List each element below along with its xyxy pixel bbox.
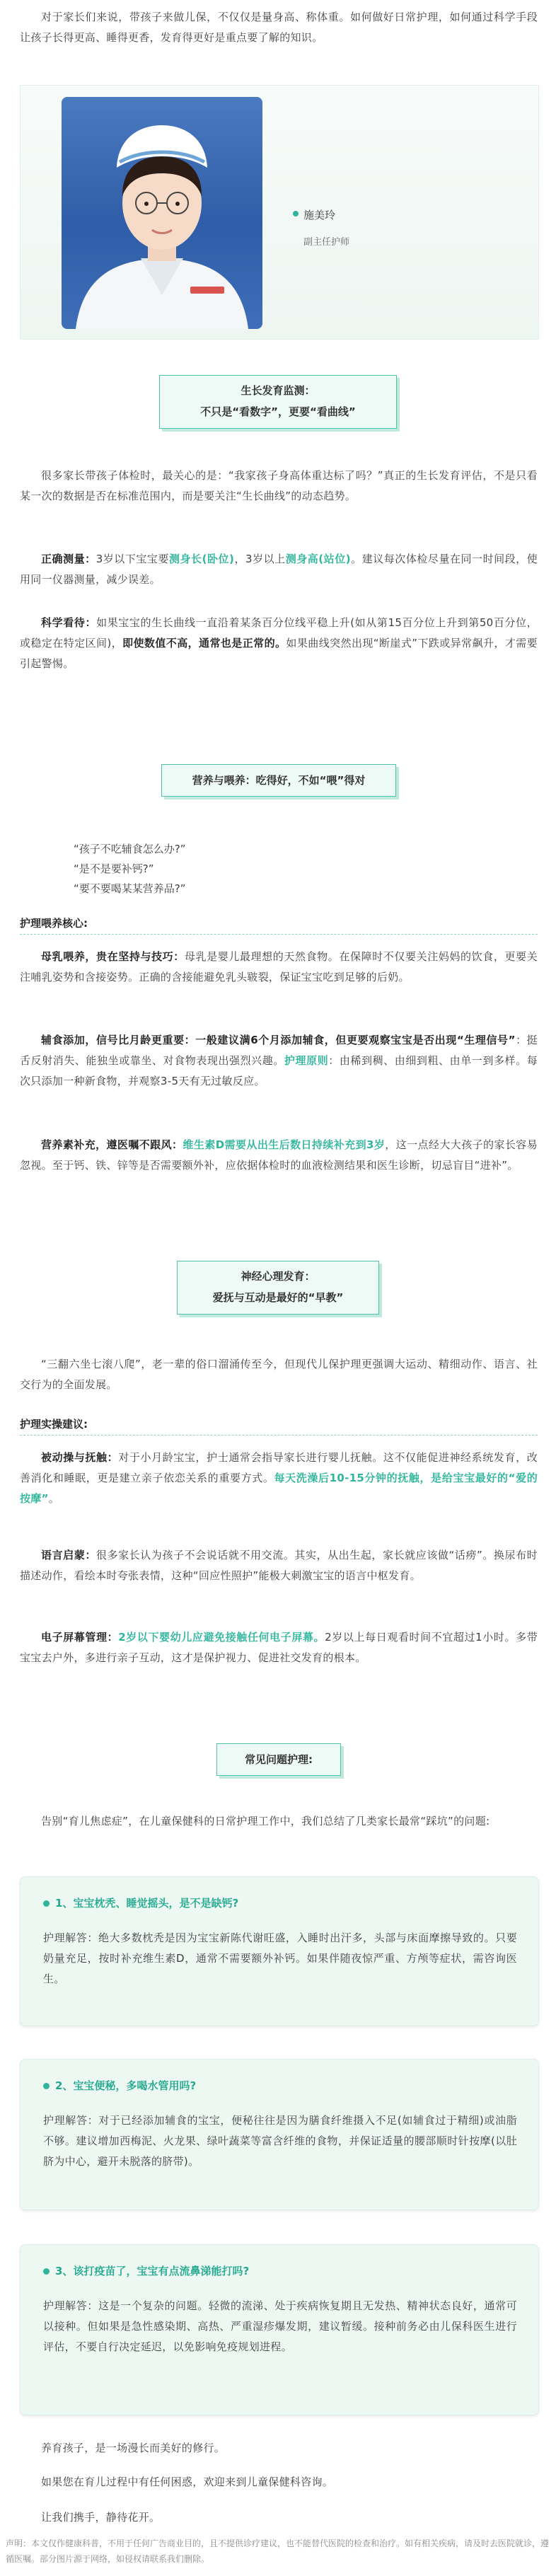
milestones-paragraph: “三翻六坐七滚八爬”，老一辈的俗口溜涌传至今，但现代儿保护理更强调大运动、精细动作、语言、社交行为的全面发展。 — [20, 1358, 538, 1391]
text-span: ：由稀到稠、由细到粗、由单一到多样。每次只添加一种新食物，并观察3-5天有无过敏反应。 — [20, 1054, 538, 1087]
parent-question: “要不要喝某某营养品?” — [74, 882, 186, 895]
author-title: 副主任护师 — [303, 237, 350, 248]
text-span: 很多家长认为孩子不会说话就不用交流。其实，从出生起，家长就应该做“话痨”。换尿布时描述动作，看绘本时夸张表情，这种“回应性照护”能极大刺激宝宝的语言中枢发育。 — [20, 1549, 538, 1582]
section-heading-faq: 常见问题护理: — [216, 1743, 341, 1776]
text-span: 如果曲线突然出现“断崖式”下跌或异常飙升，才需要引起警惕。 — [20, 637, 538, 670]
section-heading-growth — [159, 375, 397, 429]
faq-question-text: 3、该打疫苗了，宝宝有点流鼻涕能打吗? — [55, 2265, 250, 2277]
parent-question: “孩子不吃辅食怎么办?” — [74, 843, 186, 855]
growth-paragraph: 很多家长带孩子体检时，最关心的是：“我家孩子身高体重达标了吗？”真正的生长发育评估，不是只看某一次的数据是否在标准范围内，而是要关注“生长曲线”的动态趋势。 — [20, 469, 538, 502]
text-span: 3岁以下宝宝要 — [95, 553, 169, 565]
massage-paragraph — [20, 1448, 538, 1509]
nurse-photo — [62, 97, 262, 329]
closing-line: 让我们携手，静待花开。 — [41, 2511, 161, 2524]
section-heading-nutrition: 营养与喂养：吃得好，不如“喂”得对 — [161, 764, 396, 797]
breastfeeding-label: 母乳喂养，贵在坚持与技巧： — [41, 950, 185, 963]
leaf-dot-icon — [292, 210, 299, 217]
faq-card — [20, 2244, 539, 2415]
closing-line: 如果您在育儿过程中有任何困惑，欢迎来到儿童保健科咨询。 — [41, 2476, 334, 2488]
section-heading-neuro — [177, 1261, 379, 1315]
text-span: 母乳是婴儿最理想的天然食物。在保障时不仅要关注妈妈的饮食，更要关注哺乳姿势和含接姿势。正确的含接能避免乳头皲裂，保证宝宝吃到足够的后奶。 — [20, 950, 538, 983]
screen-paragraph — [20, 1627, 538, 1668]
faq-intro-paragraph: 告别“育儿焦虑症”，在儿童保健科的日常护理工作中，我们总结了几类家长最常“踩坑”的问题: — [41, 1815, 490, 1827]
text-span: 对于小月龄宝宝，护士通常会指导家长进行婴儿抚触。这不仅能促进神经系统发育，改善消化和睡眠，更是建立亲子依恋关系的重要方式。 — [20, 1451, 538, 1484]
complementary-food-label: 辅食添加，信号比月龄更重要：一般建议满6个月添加辅食，但更要观察宝宝是否出现“生理信号” — [41, 1034, 516, 1046]
section-heading-line1: 生长发育监测： — [241, 384, 315, 397]
green-dot-icon — [43, 2268, 50, 2275]
text-span: 如果宝宝的生长曲线一直沿着某条百分位线平稳上升(如从第15百分位上升到第50百分位，或稳定在特定区间)， — [20, 616, 538, 649]
highlight-supine: 测身长(卧位) — [168, 553, 235, 565]
section-heading-line1: 神经心理发育： — [241, 1270, 315, 1283]
nurse-portrait-illustration — [62, 97, 262, 329]
measure-label: 正确测量： — [41, 553, 96, 565]
curve-paragraph — [20, 613, 538, 674]
breastfeeding-paragraph — [20, 947, 538, 988]
faq-question-text: 1、宝宝枕秃、睡觉摇头，是不是缺钙? — [55, 1897, 239, 1910]
parent-question: “是不是要补钙?” — [74, 862, 154, 875]
supplement-label: 营养素补充，遵医嘱不跟风： — [41, 1138, 183, 1151]
text-span: ，3岁以上 — [234, 553, 286, 565]
faq-answer: 护理解答：绝大多数枕秃是因为宝宝新陈代谢旺盛，入睡时出汗多，头部与床面摩擦导致的。只要奶量充足，按时补充维生素D，通常不需要额外补钙。如果伴随夜惊严重、方颅等症状，需咨询医生。 — [43, 1931, 517, 1985]
measure-paragraph — [20, 549, 538, 590]
section-heading-line2: 爱抚与互动是最好的“早教” — [212, 1291, 344, 1304]
highlight-standing: 测身高(站位) — [285, 553, 351, 565]
faq-question-text: 2、宝宝便秘，多喝水管用吗? — [55, 2079, 197, 2092]
intro-paragraph: 对于家长们来说，带孩子来做儿保，不仅仅是量身高、称体重。如何做好日常护理，如何通过科学手段让孩子长得更高、睡得更香，发育得更好是重点要了解的知识。 — [20, 11, 538, 44]
screen-label: 电子屏幕管理： — [41, 1631, 119, 1644]
closing-line: 养育孩子，是一场漫长而美好的修行。 — [41, 2442, 226, 2454]
highlight-screen: 2岁以下婴幼儿应避免接触任何电子屏幕。 — [118, 1631, 325, 1644]
language-label: 语言启蒙： — [41, 1549, 96, 1561]
faq-answer: 护理解答：对于已经添加辅食的宝宝，便秘往往是因为膳食纤维摄入不足(如辅食过于精细)或油脂不够。建议增加西梅泥、火龙果、绿叶蔬菜等富含纤维的食物，并保证适量的腰部顺时针按摩(以肚脐为中心，避开未脱落的脐带)。 — [43, 2114, 517, 2168]
green-dot-icon — [43, 1900, 50, 1907]
dashed-divider — [20, 1435, 538, 1436]
text-span: ：挺舌反射消失、能独坐或靠坐、对食物表现出强烈兴趣。 — [20, 1034, 538, 1067]
subheading-feeding: 护理喂养核心: — [20, 917, 88, 930]
subheading-practice: 护理实操建议: — [20, 1418, 88, 1431]
supplement-paragraph — [20, 1135, 538, 1176]
dashed-divider — [20, 934, 538, 935]
faq-card — [20, 1876, 539, 2026]
text-span: ，这一点经大大孩子的家长容易忽视。至于钙、铁、锌等是否需要额外补，应依据体检时的血液检测结果和医生诊断，切忌盲目“进补”。 — [20, 1138, 538, 1172]
faq-question — [43, 2263, 249, 2278]
author-profile-card — [20, 85, 539, 340]
faq-card — [20, 2059, 539, 2210]
highlight-principle: 护理原则 — [284, 1054, 329, 1067]
disclaimer: 声明：本文仅作健康科普，不用于任何广告商业目的，且不提供诊疗建议，也不能替代医院的检查和治疗。如有相关疾病，请及时去医院就诊，遵循医嘱。部分图片源于网络，如侵权请联系我们删除。 — [6, 2539, 550, 2564]
curve-emphasis: 即使数值不高，通常也是正常的。 — [122, 637, 286, 649]
curve-label: 科学看待： — [41, 616, 97, 629]
complementary-food-paragraph — [20, 1030, 538, 1092]
text-span: 2岁以上每日观看时间不宜超过1小时。多带宝宝去户外，多进行亲子互动，这才是保护视力、促进社交发育的根本。 — [20, 1631, 538, 1664]
massage-label: 被动操与抚触： — [41, 1451, 119, 1464]
green-dot-icon — [43, 2083, 50, 2089]
highlight-vitamin-d: 维生素D需要从出生后数日持续补充到3岁 — [183, 1138, 386, 1151]
parent-questions-list — [74, 839, 498, 899]
language-paragraph — [20, 1545, 538, 1586]
author-name: 施美玲 — [303, 209, 336, 221]
faq-question — [43, 2078, 196, 2093]
faq-answer: 护理解答：这是一个复杂的问题。轻微的流涕、处于疾病恢复期且无发热、精神状态良好，通常可以接种。但如果是急性感染期、高热、严重湿疹爆发期，建议暂缓。接种前务必由儿保科医生进行评估，不要自行决定延迟，以免影响免疫规划进程。 — [43, 2299, 517, 2353]
section-heading-line2: 不只是“看数字”，更要“看曲线” — [200, 405, 356, 418]
highlight-massage: 每天洗澡后10-15分钟的抚触，是给宝宝最好的“爱的按摩” — [20, 1472, 538, 1505]
faq-question — [43, 1895, 238, 1910]
text-span: 。 — [48, 1492, 60, 1505]
text-span: 。建议每次体检尽量在同一时间段，使用同一仪器测量，减少误差。 — [20, 553, 538, 586]
